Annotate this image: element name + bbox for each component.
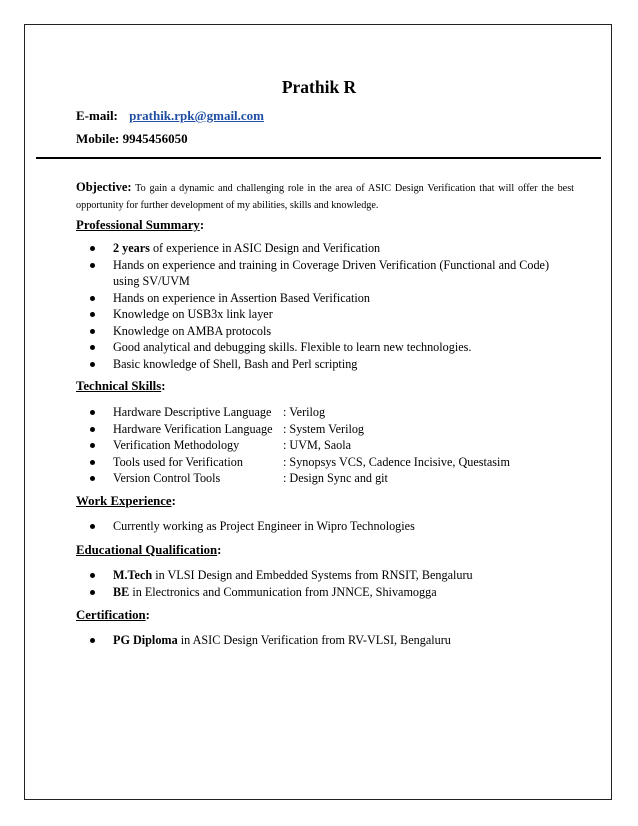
list-item: Knowledge on USB3x link layer — [90, 306, 578, 323]
objective-section — [76, 179, 574, 214]
email-line — [76, 108, 264, 124]
bullet-icon — [90, 524, 95, 529]
bullet-icon — [90, 460, 95, 465]
header-divider — [36, 157, 601, 159]
mobile-line — [76, 131, 188, 147]
email-link[interactable]: prathik.rpk@gmail.com — [129, 108, 265, 123]
email-label: E-mail: — [76, 108, 118, 123]
list-item: Hands on experience in Assertion Based Verification — [90, 290, 578, 307]
list-item: 2 years of experience in ASIC Design and Verification — [90, 240, 578, 257]
candidate-name: Prathik R — [281, 77, 357, 97]
mobile-label: Mobile: — [76, 131, 120, 146]
technical-skills-heading: Technical Skills: — [76, 379, 166, 393]
mobile-number: 9945456050 — [122, 131, 188, 146]
list-item: Currently working as Project Engineer in Wipro Technologies — [90, 518, 578, 535]
list-item: Good analytical and debugging skills. Flexible to learn new technologies. — [90, 339, 578, 356]
bullet-icon — [90, 573, 95, 578]
list-item: Hardware Verification Language : System Verilog — [90, 421, 578, 438]
list-item: Hardware Descriptive Language : Verilog — [90, 404, 578, 421]
list-item: Tools used for Verification : Synopsys VCS, Cadence Incisive, Questasim — [90, 454, 578, 471]
bullet-icon — [90, 329, 95, 334]
bullet-icon — [90, 312, 95, 317]
bullet-icon — [90, 638, 95, 643]
bullet-icon — [90, 362, 95, 367]
work-experience-list — [90, 518, 578, 535]
bullet-icon — [90, 590, 95, 595]
list-item: Hands on experience and training in Coverage Driven Verification (Functional and Code) using SV/UVM — [90, 257, 578, 290]
education-list — [90, 567, 578, 600]
list-item: BE in Electronics and Communication from JNNCE, Shivamogga — [90, 584, 578, 601]
list-item: Basic knowledge of Shell, Bash and Perl scripting — [90, 356, 578, 373]
bullet-icon — [90, 443, 95, 448]
bullet-icon — [90, 345, 95, 350]
objective-label: Objective: — [76, 180, 132, 194]
professional-summary-heading: Professional Summary: — [76, 218, 205, 232]
bullet-icon — [90, 476, 95, 481]
bullet-icon — [90, 246, 95, 251]
list-item: Version Control Tools : Design Sync and git — [90, 470, 578, 487]
bullet-icon — [90, 410, 95, 415]
objective-text: To gain a dynamic and challenging role in the area of ASIC Design Verification that will offer the best opportunity for further development of my abilities, skills and knowledge. — [76, 183, 574, 211]
list-item: Verification Methodology : UVM, Saola — [90, 437, 578, 454]
list-item: Knowledge on AMBA protocols — [90, 323, 578, 340]
list-item: PG Diploma in ASIC Design Verification from RV-VLSI, Bengaluru — [90, 632, 578, 649]
certification-list — [90, 632, 578, 649]
education-heading: Educational Qualification: — [76, 543, 222, 557]
work-experience-heading: Work Experience: — [76, 494, 176, 508]
technical-skills-list — [90, 404, 578, 487]
certification-heading: Certification: — [76, 608, 150, 622]
list-item: M.Tech in VLSI Design and Embedded Systems from RNSIT, Bengaluru — [90, 567, 578, 584]
bullet-icon — [90, 427, 95, 432]
bullet-icon — [90, 296, 95, 301]
professional-summary-list — [90, 240, 578, 372]
bullet-icon — [90, 263, 95, 268]
